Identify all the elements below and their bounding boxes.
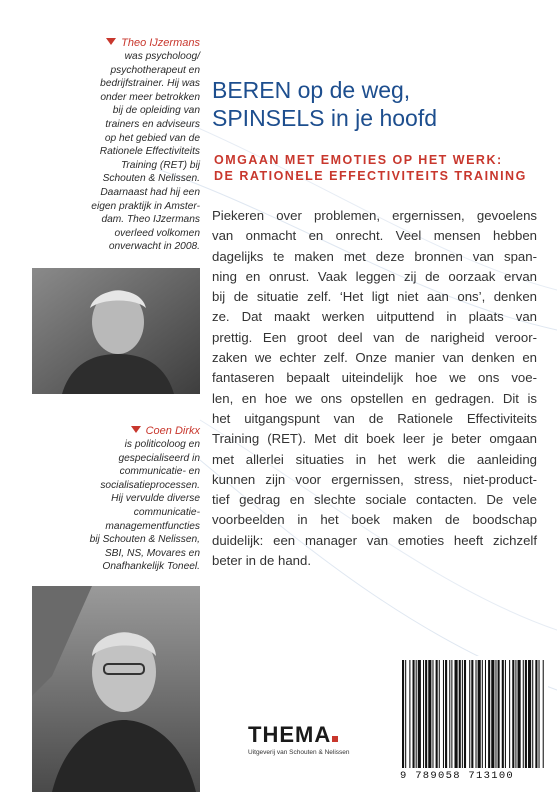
logo-dot-icon — [332, 736, 338, 742]
publisher-tagline: Uitgeverij van Schouten & Nelissen — [248, 749, 350, 756]
body-line: len, en hoe we ons opstellen en gedragen. Dit is — [212, 390, 537, 406]
barcode-bar — [416, 660, 417, 768]
bio-line: SBI, NS, Movares en — [104, 547, 200, 559]
author-bio-1-lines — [91, 50, 200, 254]
bio-line: Onafhankelijk Toneel. — [102, 561, 200, 573]
barcode-bar — [518, 660, 521, 768]
barcode-bar — [423, 660, 424, 768]
bio-line: trainers en adviseurs — [105, 118, 200, 130]
barcode-bar — [476, 660, 477, 768]
triangle-down-icon — [106, 38, 116, 45]
barcode-bar — [543, 660, 544, 768]
bio-line: gespecialiseerd in — [118, 452, 200, 464]
barcode-bar — [495, 660, 496, 768]
bio-line: overleed volkomen — [114, 227, 200, 239]
bio-line: socialisatieprocessen. — [100, 479, 200, 491]
barcode-bar — [539, 660, 540, 768]
barcode-bar — [428, 660, 431, 768]
bio-line: bij Schouten & Nelissen, — [89, 534, 200, 546]
body-line: zaken we echter zelf. Onze manier van denken en — [212, 350, 537, 366]
body-line: kunnen zijn voor ergernissen, stress, niet-product- — [212, 471, 537, 487]
body-line: duidelijk: een manager van emoties heeft zichzelf — [212, 532, 537, 548]
bio-line: onverwacht in 2008. — [108, 241, 200, 253]
author-photo-2 — [32, 586, 200, 792]
bio-line: eigen praktijk in Amster- — [91, 200, 200, 212]
bio-line: was psycholoog/ — [124, 51, 200, 62]
barcode-bar — [425, 660, 427, 768]
barcode-bar — [528, 660, 531, 768]
body-line: ning en onrust. Vaak leggen zij de oorzaak ervan — [212, 268, 537, 284]
body-line: Piekeren over problemen, ergernissen, gevoelens — [212, 208, 537, 223]
barcode-bar — [469, 660, 470, 768]
bio-line: Rationele Effectiviteits — [99, 146, 200, 158]
barcode-bar — [464, 660, 466, 768]
title-line: SPINSELS in je hoofd — [212, 105, 438, 131]
barcode-bar — [418, 660, 421, 768]
barcode-bar — [482, 660, 483, 768]
body-line: voorbeelden in het boek maken de boodschap — [212, 512, 537, 528]
body-line: met allerlei situaties in het werk die aanleiding — [212, 451, 537, 467]
author-bio-2 — [90, 424, 200, 574]
bio-line: is politicoloog en — [124, 439, 200, 450]
barcode-bar — [451, 660, 452, 768]
barcode-bar — [498, 660, 500, 768]
barcode-bar — [462, 660, 463, 768]
body-line: bij de situatie zelf. ‘Het ligt niet aan ons’, denken — [212, 289, 537, 305]
barcode-bar — [523, 660, 524, 768]
barcode-bar — [432, 660, 433, 768]
barcode-bar — [445, 660, 447, 768]
bio-line: dam. Theo IJzermans — [101, 214, 200, 226]
body-line: het uitgangspunt van de Rationele Effectiviteits — [212, 410, 537, 426]
body-line: fantaseren bepaalt uiteindelijk hoe we ons voe- — [212, 370, 537, 386]
body-line: dagelijks te maken met deze bronnen van span- — [212, 248, 537, 264]
barcode-bar — [471, 660, 473, 768]
barcode-bar — [512, 660, 514, 768]
bio-line: Daarnaast had hij een — [100, 186, 200, 198]
bio-line: Schouten & Nelissen. — [102, 173, 200, 185]
triangle-down-icon — [131, 426, 141, 433]
author-bio-2-lines — [90, 438, 200, 574]
portrait-image-2 — [32, 586, 200, 792]
barcode-bar — [459, 660, 461, 768]
barcode-bar — [402, 660, 404, 768]
author-photo-1 — [32, 268, 200, 394]
bio-line: Hij vervulde diverse — [111, 493, 200, 505]
title-line: BEREN op de weg, — [212, 77, 411, 103]
body-line: beter in de hand. — [212, 553, 311, 569]
barcode-bar — [505, 660, 506, 768]
bio-line: communicatie- — [133, 506, 200, 518]
author-bio-1 — [91, 36, 200, 254]
barcode-bar — [509, 660, 510, 768]
author-name-1: Theo IJzermans — [121, 37, 200, 49]
book-title — [212, 76, 437, 132]
bio-line: bedrijfstrainer. Hij was — [100, 78, 200, 90]
barcode-bar — [491, 660, 494, 768]
bio-line: psychotherapeut en — [110, 64, 200, 76]
barcode-bar — [535, 660, 537, 768]
barcode-bar — [409, 660, 410, 768]
subtitle-line: OMGAAN MET EMOTIES OP HET WERK: — [214, 153, 503, 167]
subtitle-line: DE RATIONELE EFFECTIVITEITS TRAINING — [214, 169, 527, 183]
body-line: ze. Dat maakt werken uitputtend in plaats van — [212, 309, 537, 325]
publisher-logo — [248, 723, 350, 756]
barcode-bar — [485, 660, 486, 768]
barcode-bar — [515, 660, 516, 768]
barcode-bar — [413, 660, 415, 768]
author-name-2: Coen Dirkx — [145, 425, 200, 437]
body-line: tief gedrag en slechte sociale contacten. De vele — [212, 492, 537, 508]
body-line: Training (RET). Met dit boek leer je beter omgaan — [212, 431, 537, 447]
barcode-bar — [532, 660, 533, 768]
isbn-digits: 9 789058 713100 — [400, 770, 515, 782]
blurb-text — [212, 206, 537, 571]
bio-line: bij de opleiding van — [112, 105, 200, 117]
bio-line: op het gebied van de — [104, 132, 200, 144]
bio-line: managementfuncties — [105, 520, 200, 532]
barcode-bar — [455, 660, 458, 768]
barcode-bar — [525, 660, 527, 768]
barcode-bar — [488, 660, 490, 768]
barcode-bar — [405, 660, 406, 768]
barcode-bar — [436, 660, 438, 768]
barcode-bar — [443, 660, 444, 768]
barcode-bar — [439, 660, 440, 768]
barcode-bar — [449, 660, 450, 768]
barcode-bar — [478, 660, 481, 768]
bio-line: Training (RET) bij — [120, 159, 200, 171]
bio-line: communicatie- en — [119, 466, 200, 478]
bio-line: onder meer betrokken — [100, 91, 200, 103]
portrait-image-1 — [32, 268, 200, 394]
body-line: van onmacht en onrecht. Veel mensen hebben — [212, 228, 537, 244]
book-subtitle — [214, 152, 527, 184]
barcode-bar — [502, 660, 504, 768]
publisher-logo-text: THEMA — [248, 722, 332, 747]
body-line: prettig. Een groot deel van de narigheid veroor- — [212, 329, 537, 345]
